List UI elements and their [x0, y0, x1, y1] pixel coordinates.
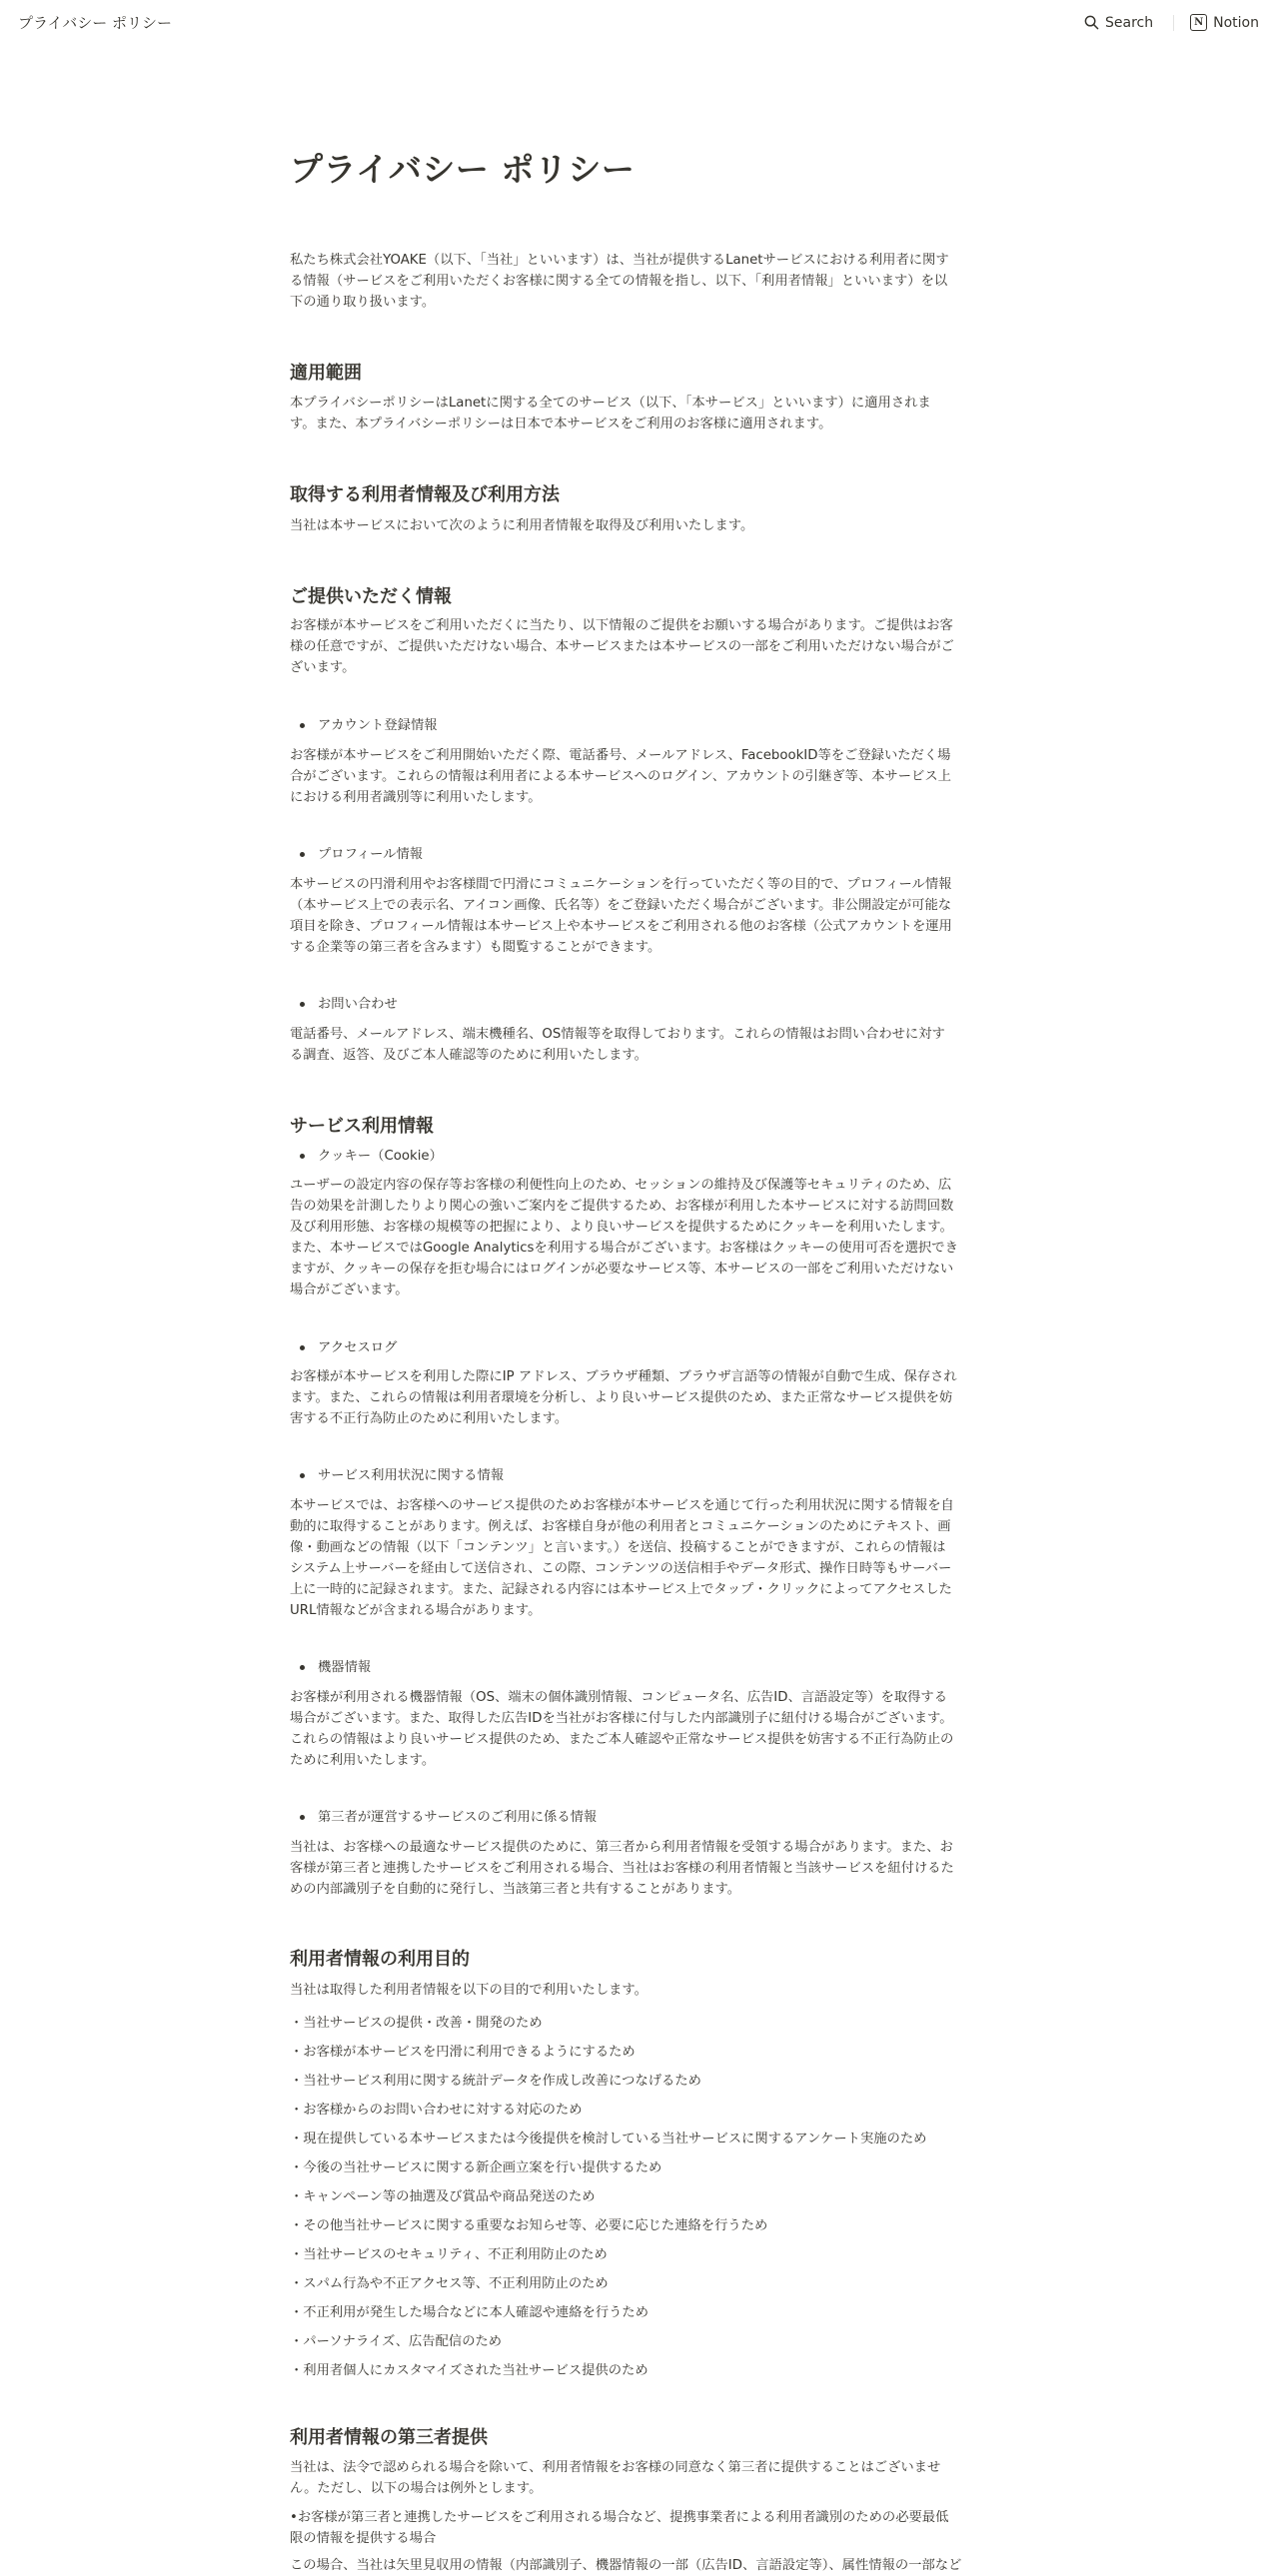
text-line: ユーザーの設定内容の保存等お客様の利便性向上のため、セッションの維持及び保護等セキュリティのため、広: [290, 1178, 952, 1193]
text-line: する企業等の第三者を含みます）も閲覧することができます。: [290, 940, 661, 955]
text-line: めの内部識別子を自動的に発行し、当該第三者と共有することがあります。: [290, 1882, 741, 1897]
purpose-list-item: ・利用者個人にカスタマイズされた当社サービス提供のため: [290, 2363, 648, 2378]
bullet-dot: [300, 1345, 305, 1350]
contact-paragraph: [290, 1024, 993, 1066]
text-line: 像・動画などの情報（以下「コンテンツ」と言います。）を送信、投稿することができますが、これらの情報は: [290, 1540, 946, 1555]
purpose-paragraph: [290, 1980, 993, 2001]
list-item-device-info: [290, 1657, 993, 1678]
section-usage: [290, 1115, 993, 1138]
section-purpose: [290, 1948, 993, 1971]
purpose-list-item: ・当社サービスのセキュリティ、不正利用防止のため: [290, 2247, 608, 2262]
section-heading: 利用者情報の第三者提供: [290, 2427, 488, 2448]
bullet-dot: [300, 852, 305, 857]
text-line: •お客様が第三者と連携したサービスをご利用される場合など、提携事業者による利用者識別のための必要最低: [290, 2510, 949, 2525]
text-line: URL情報などが含まれる場合があります。: [290, 1603, 542, 1618]
text-line: 及び利用形態、お客様の規模等の把握により、より良いサービスを提供するためにクッキーを利用いたします。: [290, 1220, 953, 1235]
text-line: 動的に取得することがあります。例えば、お客様自身が他の利用者とコミュニケーションのためにテキスト、画: [290, 1519, 951, 1534]
purpose-list-item: ・今後の当社サービスに関する新企画立案を行い提供するため: [290, 2160, 662, 2175]
list-item-label: アクセスログ: [318, 1340, 398, 1355]
section-third-party: [290, 2426, 993, 2449]
purpose-list-item: ・現在提供している本サービスまたは今後提供を検討している当社サービスに関するアンケート実施のため: [290, 2132, 927, 2147]
purpose-list-item: ・パーソナライズ、広告配信のため: [290, 2334, 503, 2349]
purpose-list-item: ・当社サービス利用に関する統計データを作成し改善につなげるため: [290, 2074, 701, 2089]
section-heading: 取得する利用者情報及び利用方法: [290, 484, 560, 505]
scope-paragraph: [290, 393, 993, 434]
list-item-cookie: [290, 1146, 993, 1167]
bullet-dot: [300, 1154, 305, 1159]
bullet-dot: [300, 1815, 305, 1820]
list-item-label: プロフィール情報: [318, 847, 424, 862]
notion-logo-icon: N: [1190, 14, 1207, 31]
text-line: 項目を除き、プロフィール情報は本サービス上や本サービスをご利用される他のお客様（公式アカウントを運用: [290, 919, 952, 934]
list-item-third-party-service: [290, 1807, 993, 1828]
purpose-list-item: ・当社サービスの提供・改善・開発のため: [290, 2016, 543, 2031]
provided-paragraph: [290, 615, 993, 678]
text-line: システム上サーバーを経由して送信され、この際、コンテンツの送信相手やデータ形式、操作日時等もサーバー: [290, 1561, 952, 1576]
list-item-label: 機器情報: [318, 1660, 372, 1675]
section-heading: 適用範囲: [290, 363, 362, 384]
purpose-list-item: ・その他当社サービスに関する重要なお知らせ等、必要に応じた連絡を行うため: [290, 2218, 768, 2233]
section-heading: ご提供いただく情報: [290, 586, 452, 607]
text-line: 限の情報を提供する場合: [290, 2531, 437, 2546]
account-paragraph: [290, 745, 993, 808]
page-title: プライバシー ポリシー: [290, 150, 636, 189]
divider: [1173, 15, 1174, 31]
text-line: 電話番号、メールアドレス、端末機種名、OS情報等を取得しております。これらの情報はお問い合わせに対す: [290, 1027, 945, 1042]
bullet-dot: [300, 1473, 305, 1478]
purpose-list: [290, 2009, 993, 2385]
list-item-access-log: [290, 1337, 993, 1358]
purpose-list-item: ・キャンペーン等の抽選及び賞品や商品発送のため: [290, 2189, 596, 2204]
search-label: Search: [1105, 14, 1154, 31]
text-line: 私たち株式会社YOAKE（以下、「当社」といいます）は、当社が提供するLanetサービスにおける利用者に関す: [290, 253, 949, 268]
list-item-profile: [290, 844, 993, 865]
section-provided: [290, 585, 993, 608]
text-line: 場合がございます。: [290, 1283, 409, 1297]
text-line: 合がございます。これらの情報は利用者による本サービスへのログイン、アカウントの引継ぎ等、本サービス上: [290, 769, 951, 784]
acquisition-paragraph: [290, 515, 993, 536]
section-heading: 利用者情報の利用目的: [290, 1949, 470, 1970]
purpose-list-item: ・お客様が本サービスを円滑に利用できるようにするため: [290, 2045, 636, 2060]
text-line: 本プライバシーポリシーはLanetに関する全てのサービス（以下、「本サービス」といいます）に適用されま: [290, 396, 931, 411]
usage-status-paragraph: [290, 1495, 993, 1621]
text-line: お客様が本サービスを利用した際にIP アドレス、ブラウザ種類、ブラウザ言語等の情報が自動で生成、保存され: [290, 1369, 957, 1384]
text-line: における利用者識別等に利用いたします。: [290, 790, 542, 805]
device-info-paragraph: [290, 1687, 993, 1771]
third-party-cutoff-paragraph: [290, 2555, 993, 2576]
cookie-paragraph: [290, 1175, 993, 1300]
text-line: 本サービスでは、お客様へのサービス提供のためお客様が本サービスを通じて行った利用状況に関する情報を自: [290, 1498, 954, 1513]
text-line: お客様が本サービスをご利用いただくに当たり、以下情報のご提供をお願いする場合があります。ご提供はお客: [290, 618, 953, 633]
list-item-label: 第三者が運営するサービスのご利用に係る情報: [318, 1810, 598, 1825]
text-line: ざいます。: [290, 660, 356, 675]
text-line: ために利用いたします。: [290, 1753, 436, 1768]
text-line: 告の効果を計測したりより関心の強いご案内をご提供するため、お客様が利用した本サービスに対する訪問回数: [290, 1199, 954, 1214]
section-scope: [290, 362, 993, 385]
text-line: ます。また、これらの情報は利用者環境を分析し、より良いサービス提供のため、また正常なサービス提供を妨: [290, 1390, 953, 1405]
text-line: 当社は、お客様への最適なサービス提供のために、第三者から利用者情報を受領する場合があります。また、お: [290, 1840, 953, 1855]
text-line: 場合がございます。また、取得した広告IDを当社がお客様に付与した内部識別子に紐付ける場合がございます。: [290, 1711, 953, 1726]
list-item-contact: [290, 994, 993, 1015]
text-line: 上に一時的に記録されます。また、記録される内容には本サービス上でタップ・クリックによってアクセスした: [290, 1582, 952, 1597]
bullet-dot: [300, 1002, 305, 1007]
text-line: す。また、本プライバシーポリシーは日本で本サービスをご利用のお客様に適用されます。: [290, 417, 832, 431]
bullet-dot: [300, 1665, 305, 1670]
access-log-paragraph: [290, 1366, 993, 1429]
list-item-label: クッキー（Cookie）: [318, 1149, 443, 1164]
text-line: る情報（サービスをご利用いただくお客様に関する全ての情報を指し、以下、「利用者情報」といいます）を以: [290, 274, 948, 289]
text-line: お客様が本サービスをご利用開始いただく際、電話番号、メールアドレス、FacebookID等をご登録いただく場: [290, 748, 951, 763]
intro-paragraph: [290, 250, 993, 313]
text-line: る調査、返答、及びご本人確認等のために利用いたします。: [290, 1048, 647, 1063]
topbar-actions: [1074, 10, 1265, 35]
list-item-label: お問い合わせ: [318, 997, 398, 1012]
text-line: 本サービスの円滑利用やお客様間で円滑にコミュニケーションを行っていただく等の目的で、プロフィール情報: [290, 877, 952, 892]
notion-label: Notion: [1213, 14, 1259, 31]
section-acquisition: [290, 483, 993, 506]
notion-button[interactable]: [1184, 10, 1265, 35]
search-icon: [1084, 15, 1099, 30]
text-line: これらの情報はより良いサービス提供のため、またご本人確認や正常なサービス提供を妨害する不正行為防止の: [290, 1732, 954, 1747]
text-line: 下の通り取り扱います。: [290, 295, 436, 310]
list-item-label: サービス利用状況に関する情報: [318, 1468, 505, 1483]
breadcrumb[interactable]: プライバシー ポリシー: [18, 14, 173, 32]
text-line: お客様が利用される機器情報（OS、端末の個体識別情報、コンピュータ名、広告ID、言語設定等）を取得する: [290, 1690, 948, 1705]
text-line: 当社は取得した利用者情報を以下の目的で利用いたします。: [290, 1983, 647, 1998]
text-line: この場合、当社は矢里見収用の情報（内部識別子、機器情報の一部（広告ID、言語設定等）、属性情報の一部など: [290, 2558, 962, 2573]
text-line: 客様が第三者と連携したサービスをご利用される場合、当社はお客様の利用者情報と当該サービスを紐付けるた: [290, 1861, 954, 1876]
search-button[interactable]: [1074, 11, 1163, 35]
list-item-label: アカウント登録情報: [318, 718, 438, 733]
bullet-dot: [300, 723, 305, 728]
third-party-service-paragraph: [290, 1837, 993, 1900]
list-item-account: [290, 715, 993, 736]
section-heading: サービス利用情報: [290, 1116, 434, 1137]
text-line: 害する不正行為防止のために利用いたします。: [290, 1411, 569, 1426]
text-line: 様の任意ですが、ご提供いただけない場合、本サービスまたは本サービスの一部をご利用いただけない場合がご: [290, 639, 954, 654]
purpose-list-item: ・不正利用が発生した場合などに本人確認や連絡を行うため: [290, 2305, 649, 2320]
purpose-list-item: ・スパム行為や不正アクセス等、不正利用防止のため: [290, 2276, 609, 2291]
text-line: 当社は本サービスにおいて次のように利用者情報を取得及び利用いたします。: [290, 518, 754, 533]
text-line: ますが、クッキーの保存を拒む場合にはログインが必要なサービス等、本サービスの一部をご利用いただけない: [290, 1262, 954, 1277]
top-bar: [0, 0, 1283, 45]
text-line: ん。ただし、以下の場合は例外とします。: [290, 2481, 543, 2496]
list-item-usage-status: [290, 1465, 993, 1486]
text-line: （本サービス上での表示名、アイコン画像、氏名等）をご登録いただく場合がございます。非公開設定が可能な: [290, 898, 952, 913]
text-line: また、本サービスではGoogle Analyticsを利用する場合がございます。お客様はクッキーの使用可否を選択でき: [290, 1241, 958, 1256]
text-line: 当社は、法令で認められる場合を除いて、利用者情報をお客様の同意なく第三者に提供することはございませ: [290, 2460, 941, 2475]
third-party-bullet-paragraph: [290, 2507, 993, 2549]
profile-paragraph: [290, 874, 993, 958]
purpose-list-item: ・お客様からのお問い合わせに対する対応のため: [290, 2103, 583, 2118]
third-party-paragraph: [290, 2457, 993, 2499]
